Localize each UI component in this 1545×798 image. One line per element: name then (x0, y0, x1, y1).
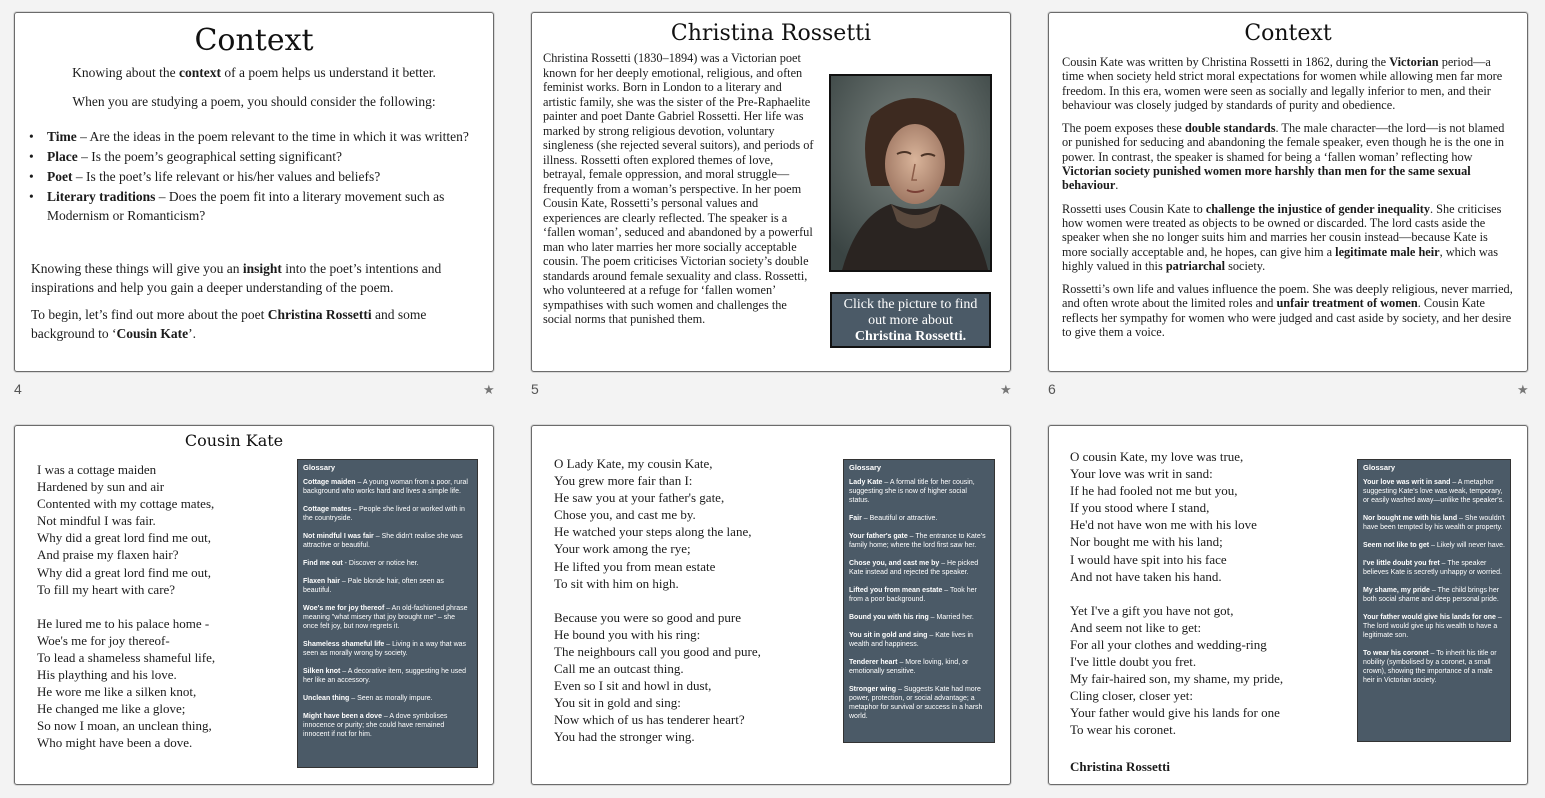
body-paragraph: Knowing these things will give you an insight into the poet’s intentions and inspirations and help you gain a deeper understanding of the poem. (31, 261, 442, 295)
glossary-entry: Your father's gate – The entrance to Kate's family home; where the lord first saw her. (849, 533, 986, 549)
poem-stanzas: I was a cottage maiden Hardened by sun and air Contented with my cottage mates, Not mindful I was fair. Why did a great lord find me out, And praise my flaxen hair? Why did a great lord find me out, To fill my heart with care? He lured me to his palace home - Woe's me for joy thereof- To lead a shameless shameful life, His plaything and his love. He wore me like a silken knot, He changed me like a glove; So now I moan, an unclean thing, Who might have been a dove. (37, 462, 216, 751)
glossary-entry: Flaxen hair – Pale blonde hair, often seen as beautiful. (303, 578, 444, 594)
glossary-entry: Tenderer heart – More loving, kind, or emotionally sensitive. (849, 659, 969, 675)
glossary-entry: Shameless shameful life – Living in a way that was seen as morally wrong by society. (303, 641, 467, 657)
slide-title: Context (194, 23, 314, 58)
glossary-entry: Cottage mates – People she lived or worked with in the countryside. (303, 506, 465, 522)
slide-thumbnail-4[interactable] (14, 12, 494, 372)
glossary-entry: Lady Kate – A formal title for her cousin, suggesting she is now of higher social status. (849, 479, 975, 504)
glossary-entry: I've little doubt you fret – The speaker believes Kate is secretly unhappy or worried. (1363, 560, 1502, 576)
glossary-entry: Bound you with his ring – Married her. (849, 614, 974, 621)
glossary-entry: Unclean thing – Seen as morally impure. (303, 695, 433, 702)
slide-title: Context (1244, 21, 1332, 46)
glossary-panel: Glossary Lady Kate – A formal title for her cousin, suggesting she is now of higher social status. Fair – Beautiful or attractive. Your father's gate – The entrance to Kate's family home; where the lord first saw her. Chose you, and cast me by – He picked Kate instead and rejected the speaker. Lifted you from mean estate – Took her from a poor background. Bound you with his ring – Married her. You sit in gold and sing – Kate lives in wealth and happiness. Tenderer heart – More loving, kind, or emotionally sensitive. Stronger wing – Suggests Kate had more power, protection, or social advantage; a metaphor for survival or success in a harsh world. (843, 459, 995, 743)
glossary-entry: Nor bought me with his land – She wouldn't have been tempted by his wealth or property. (1363, 515, 1505, 531)
poem-author: Christina Rossetti (1070, 759, 1171, 774)
slide-title: Cousin Kate (184, 431, 284, 450)
poem-stanzas: O cousin Kate, my love was true, Your love was writ in sand: If he had fooled not me but you, If you stood where I stand, He'd not have won me with his love Nor bought me with his land; I would have spit into his face And not have taken his hand. Yet I've a gift you have not got, And seem not like to get: For all your clothes and wedding-ring I've little doubt you fret. My fair-haired son, my shame, my pride, Cling closer, closer yet: Your father would give his lands for one To wear his coronet. (1070, 449, 1284, 738)
glossary-entry: Stronger wing – Suggests Kate had more power, protection, or social advantage; a metaphor for survival or success in a harsh world. (849, 686, 983, 720)
considerations-list (17, 127, 481, 226)
glossary-entry: Woe's me for joy thereof – An old-fashioned phrase meaning "what misery that joy brought me" – she once felt joy, but now regrets it. (303, 605, 468, 630)
glossary-entry: Not mindful I was fair – She didn't realise she was attractive or beautiful. (303, 533, 463, 549)
glossary-entry: Chose you, and cast me by – He picked Kate instead and rejected the speaker. (849, 560, 979, 576)
star-icon: ★ (483, 383, 495, 398)
glossary-entry: Silken knot – A decorative item, suggesting he used her like an accessory. (303, 668, 467, 684)
context-text: Cousin Kate was written by Christina Rossetti in 1862, during the Victorian period—a time when society held strict moral expectations for women while allowing men far more freedom. In this era, women were seen as socially and legally inferior to men, and their behaviour was closely judged by standards of purity and obedience. The poem exposes these double standards. The male character—the lord—is not blamed or punished for seducing and abandoning the female speaker, even though he is the one in power. In contrast, the speaker is shamed for being a ‘fallen woman’ reflecting how Victorian society punished women more harshly than men for the same sexual behaviour. Rossetti uses Cousin Kate to challenge the injustice of gender inequality. She criticises how women were treated as objects to be owned or discarded. The lord casts aside the speaker when she no longer suits him and marries her cousin instead—because Kate is more socially acceptable and, he hopes, can give him a legitimate male heir, which was highly valued in this patriarchal society. Rossetti’s own life and values influence the poem. She was deeply religious, never married, and often wrote about the limited roles and unfair treatment of women. Cousin Kate reflects her sympathy for women who were judged and cast aside by society, and her desire to give them a voice. (1062, 55, 1513, 340)
slide-thumbnail-9[interactable] (1048, 425, 1528, 785)
find-out-more-button[interactable]: Click the picture to find out more about Christina Rossetti. (830, 292, 991, 348)
intro-text: Knowing about the context of a poem helps us understand it better. (72, 65, 436, 80)
glossary-entry: Cottage maiden – A young woman from a poor, rural background who works hard and lives a simple life. (303, 479, 468, 495)
glossary-entry: Fair – Beautiful or attractive. (849, 515, 938, 522)
slide-number: 6 (1048, 381, 1056, 397)
star-icon: ★ (1517, 383, 1529, 398)
intro-text: When you are studying a poem, you should consider the following: (72, 94, 436, 109)
glossary-entry: Might have been a dove – A dove symbolises innocence or purity; she could have remained innocent if not for him. (303, 713, 448, 738)
glossary-entry: Lifted you from mean estate – Took her from a poor background. (849, 587, 977, 603)
list-item: • Time – Are the ideas in the poem relevant to the time in which it was written? (17, 127, 481, 146)
list-item: • Place – Is the poem’s geographical setting significant? (17, 147, 481, 166)
glossary-entry: My shame, my pride – The child brings her both social shame and deep personal pride. (1363, 587, 1500, 603)
slide-number: 4 (14, 381, 22, 397)
glossary-panel: Glossary Cottage maiden – A young woman from a poor, rural background who works hard and lives a simple life. Cottage mates – People she lived or worked with in the countryside. Not mindful I was fair – She didn't realise she was attractive or beautiful. Find me out - Discover or notice her. Flaxen hair – Pale blonde hair, often seen as beautiful. Woe's me for joy thereof – An old-fashioned phrase meaning "what misery that joy brought me" – she once felt joy, but now regrets it. Shameless shameful life – Living in a way that was seen as morally wrong by society. Silken knot – A decorative item, suggesting he used her like an accessory. Unclean thing – Seen as morally impure. Might have been a dove – A dove symbolises innocence or purity; she could have remained innocent if not for him. (297, 459, 478, 768)
slide-thumbnail-5[interactable] (531, 12, 1011, 372)
glossary-entry: To wear his coronet – To inherit his title or nobility (symbolised by a coronet, a small crown), showing the importance of a male heir in Victorian society. (1363, 650, 1497, 684)
christina-rossetti-portrait[interactable] (829, 74, 992, 272)
glossary-entry: Find me out - Discover or notice her. (303, 560, 419, 567)
slide-thumbnail-6[interactable] (1048, 12, 1528, 372)
glossary-entry: Your love was writ in sand – A metaphor suggesting Kate's love was weak, temporary, or easily washed away—unlike the speaker's. (1363, 479, 1505, 504)
list-item: • Poet – Is the poet’s life relevant or his/her values and beliefs? (17, 167, 481, 186)
slide-thumbnail-7[interactable] (14, 425, 494, 785)
glossary-entry: Your father would give his lands for one – The lord would give up his wealth to have a legitimate son. (1363, 614, 1502, 639)
slide-thumbnail-8[interactable] (531, 425, 1011, 785)
glossary-entry: Seem not like to get – Likely will never have. (1363, 542, 1505, 549)
body-paragraph: To begin, let’s find out more about the poet Christina Rossetti and some background to ‘Cousin Kate’. (31, 307, 427, 341)
glossary-entry: You sit in gold and sing – Kate lives in wealth and happiness. (849, 632, 973, 648)
portrait-image (831, 76, 992, 272)
list-item: • Literary traditions – Does the poem fit into a literary movement such as Modernism or Romanticism? (17, 187, 481, 225)
slide-number: 5 (531, 381, 539, 397)
glossary-panel: Glossary Your love was writ in sand – A metaphor suggesting Kate's love was weak, temporary, or easily washed away—unlike the speaker's. Nor bought me with his land – She wouldn't have been tempted by his wealth or property. Seem not like to get – Likely will never have. I've little doubt you fret – The speaker believes Kate is secretly unhappy or worried. My shame, my pride – The child brings her both social shame and deep personal pride. Your father would give his lands for one – The lord would give up his wealth to have a legitimate son. To wear his coronet – To inherit his title or nobility (symbolised by a coronet, a small crown), showing the importance of a male heir in Victorian society. (1357, 459, 1511, 742)
bio-text: Christina Rossetti (1830–1894) was a Victorian poet known for her deeply emotional, religious, and often feminist works. Born in London to a literary and artistic family, she was the sister of the Pre-Raphaelite painter and poet Dante Gabriel Rossetti. Her life was marked by strong religious devotion, voluntary singleness (she rejected several suitors), and periods of illness. Rossetti often explored themes of love, betrayal, female oppression, and moral struggle—frequently from a woman’s perspective. In her poem Cousin Kate, Rossetti’s personal values and experiences are clearly reflected. The speaker is a ‘fallen woman’, seduced and abandoned by a powerful man who later marries her more socially acceptable cousin. The poem criticises Victorian society’s double standards around female sexuality and class. Rossetti, who volunteered at a refuge for ‘fallen women’ sympathises with such women and challenges the social norms that punished them. (543, 51, 814, 326)
star-icon: ★ (1000, 383, 1012, 398)
slide-title: Christina Rossetti (670, 21, 872, 46)
poem-stanzas: O Lady Kate, my cousin Kate, You grew more fair than I: He saw you at your father's gate, Chose you, and cast me by. He watched your steps along the lane, Your work among the rye; He lifted you from mean estate To sit with him on high. Because you were so good and pure He bound you with his ring: The neighbours call you good and pure, Call me an outcast thing. Even so I sit and howl in dust, You sit in gold and sing: Now which of us has tenderer heart? You had the stronger wing. (554, 456, 761, 745)
